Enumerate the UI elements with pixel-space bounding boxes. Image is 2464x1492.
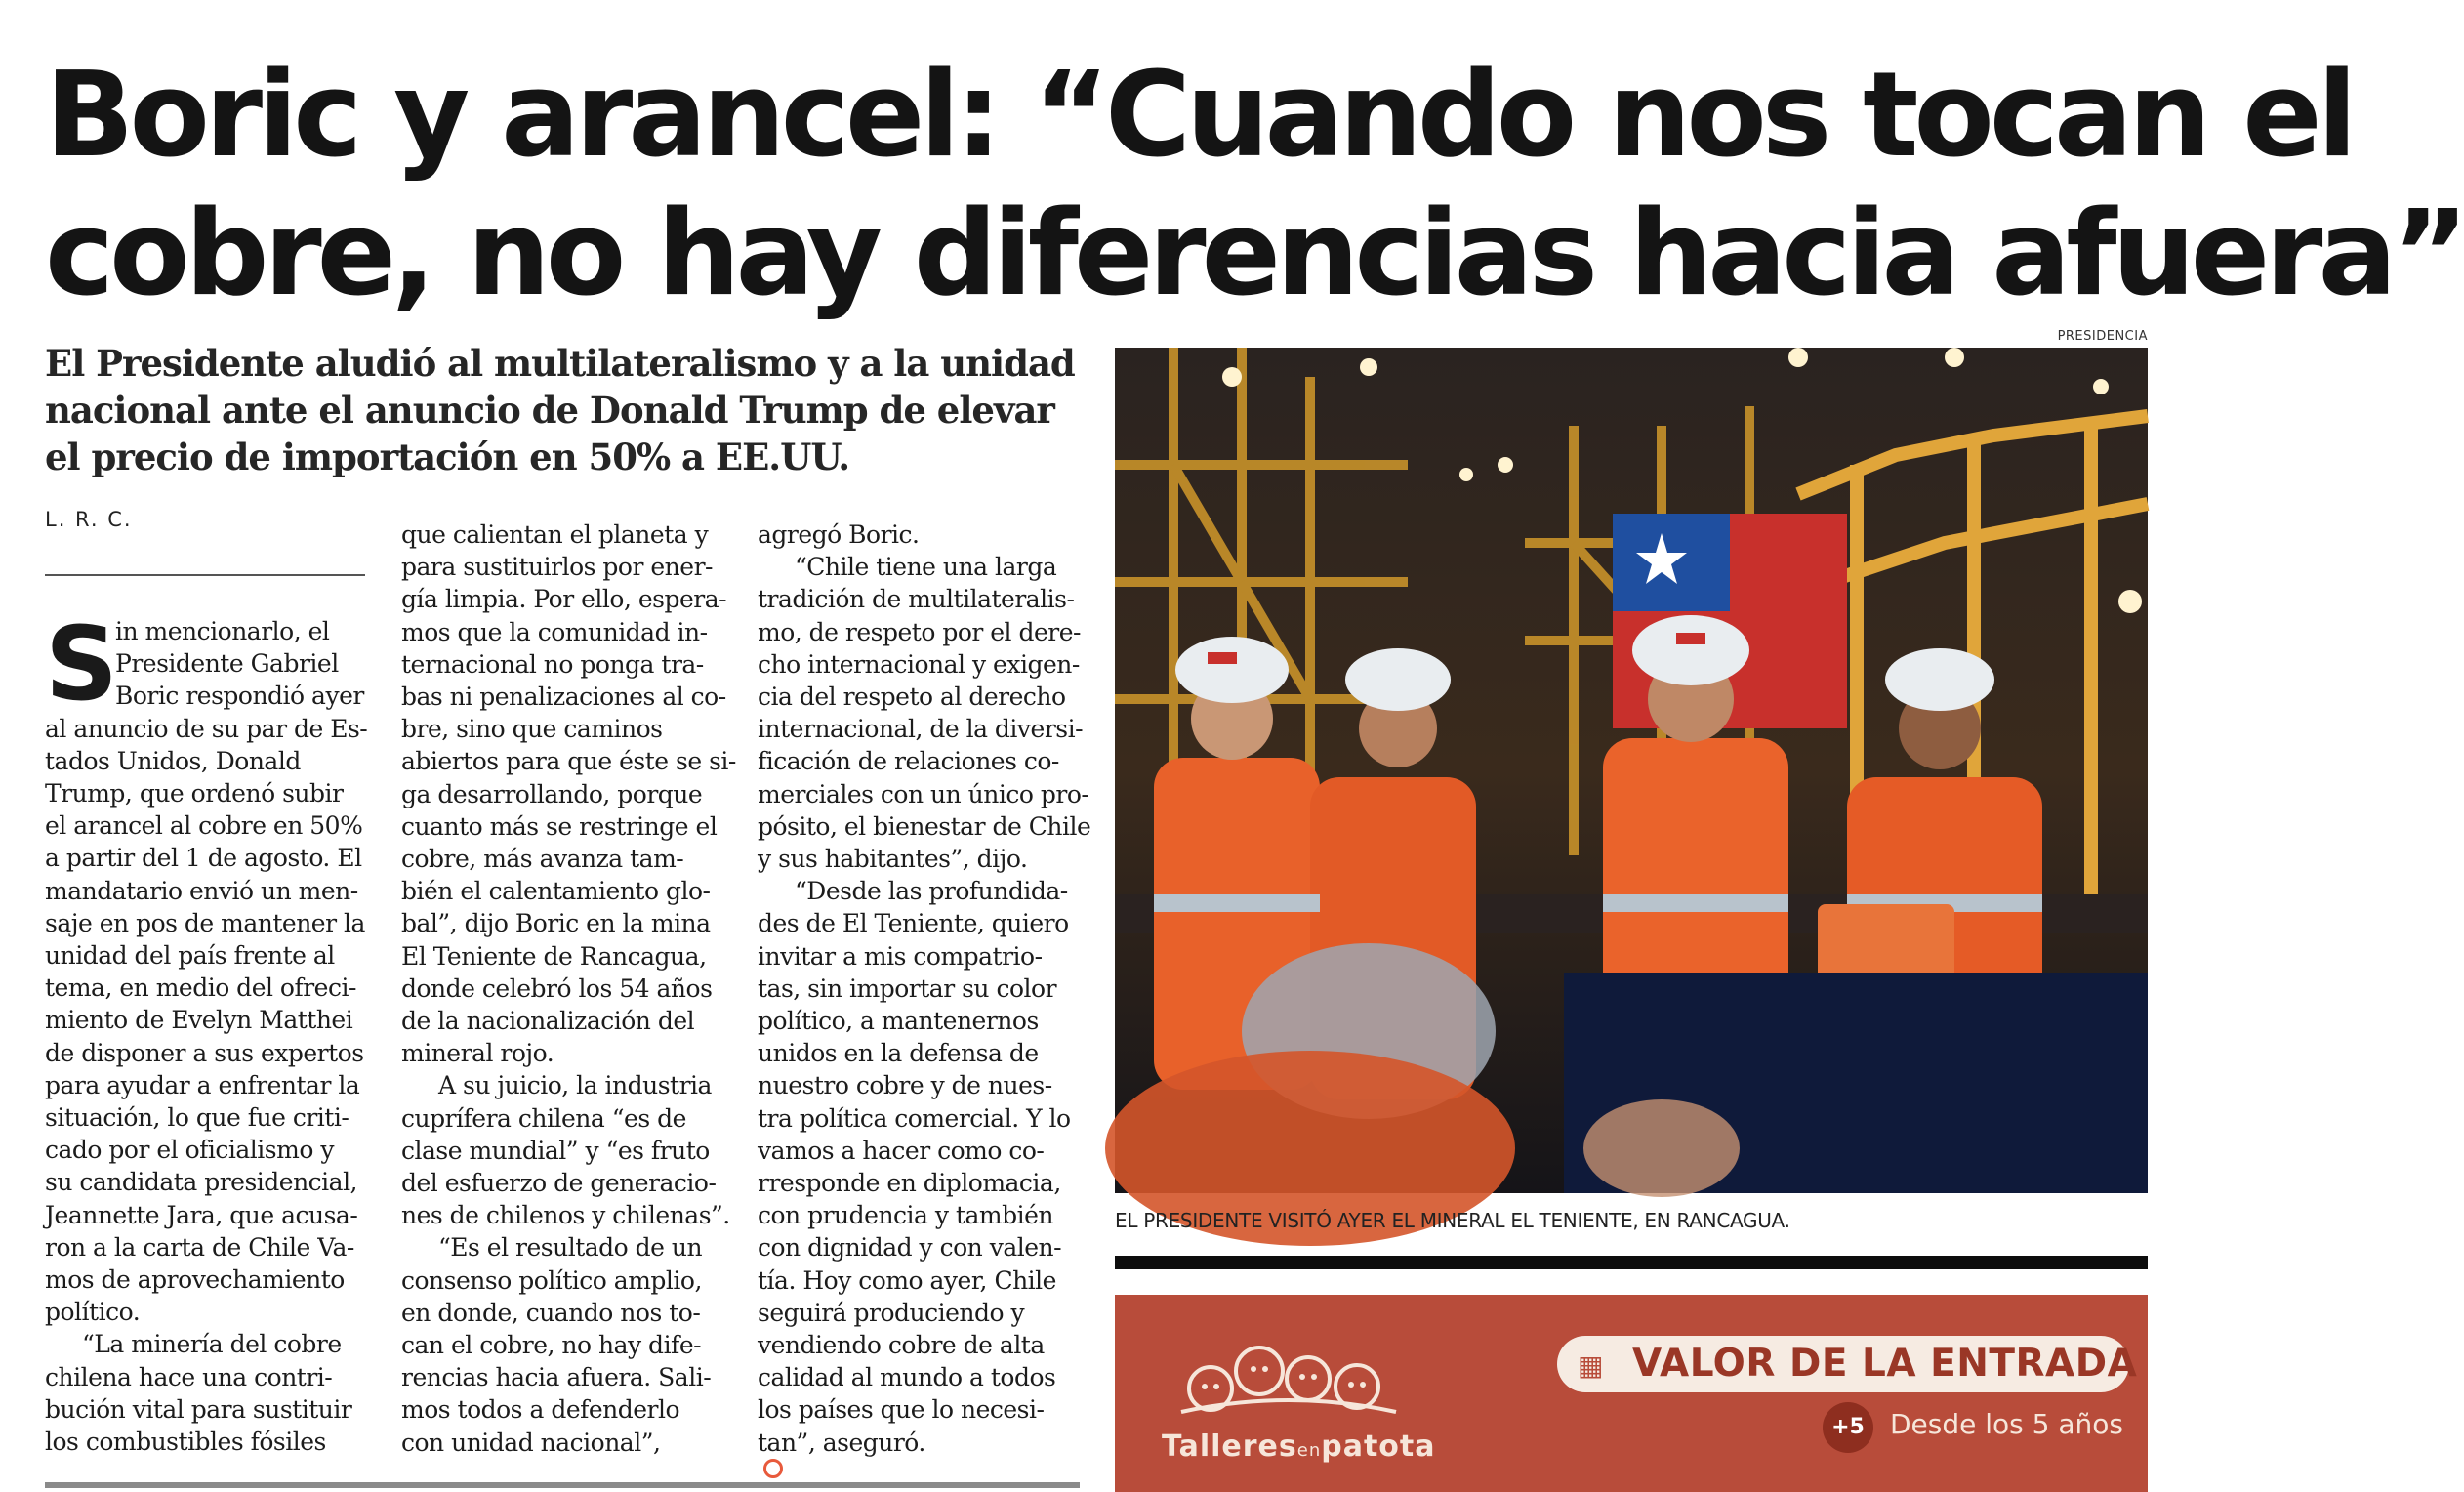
article-line: mos todos a defenderlo bbox=[401, 1395, 680, 1425]
article-line: mandatario envió un men- bbox=[45, 876, 358, 905]
article-line: Trump, que ordenó subir bbox=[45, 779, 344, 808]
ad-age-text: Desde los 5 años bbox=[1890, 1408, 2124, 1440]
article-line: ron a la carta de Chile Va- bbox=[45, 1232, 354, 1262]
article-column-3 bbox=[758, 518, 1091, 1478]
article-column-1 bbox=[45, 604, 368, 1458]
article-line: bución vital para sustituir bbox=[45, 1394, 352, 1424]
article-line: vendiendo cobre de alta bbox=[758, 1331, 1045, 1360]
workshop-characters-illustration bbox=[1171, 1330, 1406, 1418]
article-line: A su juicio, la industria bbox=[438, 1071, 712, 1100]
article-line: seguirá produciendo y bbox=[758, 1298, 1025, 1327]
article-line: “La minería del cobre bbox=[82, 1330, 342, 1359]
article-line: saje en pos de mantener la bbox=[45, 908, 365, 937]
article-end-icon bbox=[763, 1459, 783, 1478]
article-line: unidos en la defensa de bbox=[758, 1039, 1039, 1068]
article-line: cia del respeto al derecho bbox=[758, 683, 1066, 712]
article-line: Jeannette Jara, que acusa- bbox=[45, 1200, 358, 1229]
headline-line-1: Boric y arancel: “Cuando nos tocan el bbox=[45, 48, 2353, 184]
article-line: cho internacional y exigen- bbox=[758, 649, 1080, 679]
article-line: ga desarrollando, porque bbox=[401, 779, 703, 808]
article-line: rresponde en diplomacia, bbox=[758, 1169, 1061, 1198]
article-line: El Teniente de Rancagua, bbox=[401, 941, 707, 971]
article-line: pósito, el bienestar de Chile bbox=[758, 811, 1091, 841]
ad-brand-small: en bbox=[1296, 1440, 1322, 1461]
article-line: “Chile tiene una larga bbox=[795, 553, 1057, 582]
article-line: con unidad nacional”, bbox=[401, 1428, 661, 1457]
article-line: vamos a hacer como co- bbox=[758, 1136, 1045, 1165]
lead-line-1: El Presidente aludió al multilateralismo y a la unidad bbox=[45, 342, 1075, 385]
article-line: cuanto más se restringe el bbox=[401, 811, 718, 841]
caption-rule bbox=[1115, 1256, 2148, 1269]
article-line: Boric respondió ayer bbox=[115, 682, 364, 711]
article-line: el arancel al cobre en 50% bbox=[45, 811, 363, 841]
article-line: para sustituirlos por ener- bbox=[401, 553, 713, 582]
article-line: los países que lo necesi- bbox=[758, 1395, 1045, 1425]
article-line: mineral rojo. bbox=[401, 1039, 554, 1068]
article-line: can el cobre, no hay dife- bbox=[401, 1331, 702, 1360]
article-line: de disponer a sus expertos bbox=[45, 1038, 364, 1067]
article-line: des de El Teniente, quiero bbox=[758, 909, 1069, 938]
article-line: bas ni penalizaciones al co- bbox=[401, 683, 726, 712]
lead-line-2: nacional ante el anuncio de Donald Trump de elevar bbox=[45, 389, 1054, 432]
article-line: nuestro cobre y de nues- bbox=[758, 1071, 1052, 1100]
byline-divider bbox=[45, 574, 365, 576]
article-line: ficación de relaciones co- bbox=[758, 747, 1059, 776]
article-line: político, a mantenernos bbox=[758, 1007, 1039, 1036]
article-line: y sus habitantes”, dijo. bbox=[758, 845, 1028, 874]
article-line: “Desde las profundida- bbox=[795, 877, 1068, 906]
byline: L. R. C. bbox=[45, 508, 133, 531]
article-line: bién el calentamiento glo- bbox=[401, 877, 711, 906]
article-line: tradición de multilateralis- bbox=[758, 585, 1075, 614]
article-line: tra política comercial. Y lo bbox=[758, 1103, 1071, 1133]
article-line: su candidata presidencial, bbox=[45, 1168, 358, 1197]
advertisement-banner[interactable] bbox=[1115, 1295, 2148, 1492]
article-line: calidad al mundo a todos bbox=[758, 1363, 1056, 1392]
article-line: merciales con un único pro- bbox=[758, 779, 1089, 808]
article-line: nes de chilenos y chilenas”. bbox=[401, 1201, 730, 1230]
article-line: tan”, aseguró. bbox=[758, 1427, 1080, 1478]
article-line: cobre, más avanza tam- bbox=[401, 845, 684, 874]
article-line: chilena hace una contri- bbox=[45, 1362, 333, 1391]
ad-brand-main: Talleres bbox=[1162, 1430, 1297, 1464]
article-line: abiertos para que éste se si- bbox=[401, 747, 736, 776]
ad-title: VALOR DE LA ENTRADA bbox=[1632, 1342, 2138, 1386]
article-line: agregó Boric. bbox=[758, 520, 920, 549]
article-line: que calientan el planeta y bbox=[401, 520, 709, 549]
article-line: situación, lo que fue criti- bbox=[45, 1103, 349, 1133]
article-line: al anuncio de su par de Es- bbox=[45, 714, 368, 743]
article-line: tema, en medio del ofreci- bbox=[45, 974, 356, 1003]
headline bbox=[45, 47, 2464, 324]
article-line: bal”, dijo Boric en la mina bbox=[401, 909, 711, 938]
article-line: mos de aprovechamiento bbox=[45, 1265, 345, 1295]
article-line: mo, de respeto por el dere- bbox=[758, 617, 1081, 646]
article-line: bre, sino que caminos bbox=[401, 715, 663, 744]
photo-credit: PRESIDENCIA bbox=[2057, 329, 2148, 344]
photo-illustration bbox=[1115, 348, 2148, 1193]
article-line: tía. Hoy como ayer, Chile bbox=[758, 1265, 1056, 1295]
ad-brand-end: patota bbox=[1321, 1430, 1436, 1464]
article-column-2 bbox=[401, 518, 736, 1459]
ticket-icon: ▦ bbox=[1578, 1349, 1604, 1382]
article-line: cuprífera chilena “es de bbox=[401, 1103, 686, 1133]
article-line: con dignidad y con valen- bbox=[758, 1233, 1062, 1263]
article-line: para ayudar a enfrentar la bbox=[45, 1070, 360, 1099]
article-line: político. bbox=[45, 1298, 141, 1327]
article-line: Presidente Gabriel bbox=[115, 649, 339, 679]
lead-paragraph bbox=[45, 340, 1075, 480]
lead-line-3: el precio de importación en 50% a EE.UU. bbox=[45, 435, 850, 478]
article-line: los combustibles fósiles bbox=[45, 1428, 326, 1457]
age-badge: +5 bbox=[1823, 1402, 1873, 1453]
ad-brand-logo bbox=[1162, 1430, 1436, 1464]
article-line: en donde, cuando nos to- bbox=[401, 1298, 701, 1327]
article-photo bbox=[1115, 348, 2148, 1193]
photo-caption: EL PRESIDENTE VISITÓ AYER EL MINERAL EL TENIENTE, EN RANCAGUA. bbox=[1115, 1209, 1790, 1232]
article-line: clase mundial” y “es fruto bbox=[401, 1136, 710, 1165]
article-line: invitar a mis compatrio- bbox=[758, 941, 1043, 971]
article-line: miento de Evelyn Matthei bbox=[45, 1006, 353, 1035]
article-line: “Es el resultado de un bbox=[438, 1233, 703, 1263]
article-line: cado por el oficialismo y bbox=[45, 1136, 334, 1165]
article-line: del esfuerzo de generacio- bbox=[401, 1169, 717, 1198]
article-line: tados Unidos, Donald bbox=[45, 746, 301, 775]
article-line: a partir del 1 de agosto. El bbox=[45, 844, 362, 873]
drop-cap: S bbox=[45, 604, 118, 724]
column-bottom-rule bbox=[45, 1482, 1080, 1488]
article-line: ternacional no ponga tra- bbox=[401, 649, 704, 679]
article-line: unidad del país frente al bbox=[45, 941, 335, 971]
article-line: de la nacionalización del bbox=[401, 1007, 695, 1036]
article-line: mos que la comunidad in- bbox=[401, 617, 708, 646]
article-line: gía limpia. Por ello, espera- bbox=[401, 585, 727, 614]
article-line: in mencionarlo, el bbox=[115, 617, 330, 645]
article-line: consenso político amplio, bbox=[401, 1265, 702, 1295]
article-line: tas, sin importar su color bbox=[758, 974, 1057, 1003]
article-line: con prudencia y también bbox=[758, 1201, 1054, 1230]
article-line: internacional, de la diversi- bbox=[758, 715, 1084, 744]
article-line: rencias hacia afuera. Sali- bbox=[401, 1363, 712, 1392]
article-line: donde celebró los 54 años bbox=[401, 974, 713, 1003]
headline-line-2: cobre, no hay diferencias hacia afuera” bbox=[45, 186, 2464, 322]
